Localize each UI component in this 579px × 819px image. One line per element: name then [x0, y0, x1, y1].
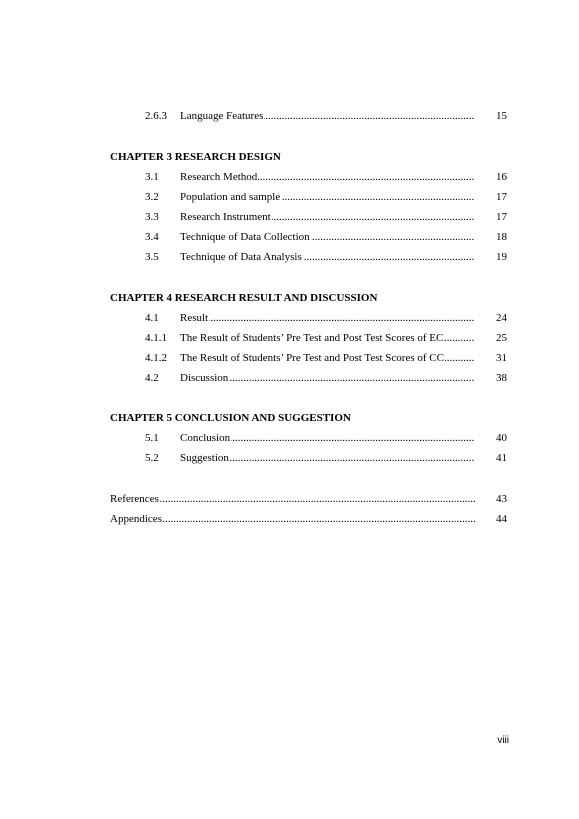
toc-entry-page: 17: [496, 211, 507, 223]
toc-entry-title: Conclusion: [180, 432, 231, 444]
toc-entry-2-6-3: [0, 108, 579, 124]
toc-entry-leader: [180, 169, 475, 185]
toc-entry-number: 5.2: [145, 452, 159, 464]
toc-entry-number: 3.1: [145, 171, 159, 183]
toc-entry-references: [0, 491, 579, 507]
toc-entry-number: 4.1.2: [145, 352, 167, 364]
toc-entry-page: 40: [496, 432, 507, 444]
toc-entry-3-5: [0, 249, 579, 265]
toc-entry-number: 2.6.3: [145, 110, 167, 122]
toc-entry-title: Language Features: [180, 110, 264, 122]
toc-entry-leader: [180, 370, 475, 386]
toc-entry-leader: [180, 249, 475, 265]
toc-entry-leader: [180, 430, 475, 446]
toc-entry-page: 31: [496, 352, 507, 364]
toc-entry-page: 41: [496, 452, 507, 464]
toc-entry-leader: [110, 511, 475, 527]
toc-entry-5-1: [0, 430, 579, 446]
toc-entry-4-1-2: [0, 350, 579, 366]
toc-entry-title: Research Method: [180, 171, 258, 183]
toc-entry-page: 44: [496, 513, 507, 525]
toc-entry-leader: [180, 108, 475, 124]
toc-entry-title: The Result of Students’ Pre Test and Post Test Scores of EC: [180, 332, 444, 344]
toc-entry-page: 43: [496, 493, 507, 505]
toc-entry-title: Technique of Data Collection: [180, 231, 310, 243]
toc-entry-title: Research Instrument: [180, 211, 271, 223]
toc-entry-number: 3.3: [145, 211, 159, 223]
toc-entry-page: 15: [496, 110, 507, 122]
toc-entry-leader: [180, 189, 475, 205]
toc-entry-page: 17: [496, 191, 507, 203]
toc-entry-page: 25: [496, 332, 507, 344]
toc-entry-number: 3.4: [145, 231, 159, 243]
toc-entry-3-1: [0, 169, 579, 185]
toc-entry-title: Result: [180, 312, 209, 324]
toc-entry-appendices: [0, 511, 579, 527]
toc-entry-5-2: [0, 450, 579, 466]
toc-entry-title: Population and sample: [180, 191, 281, 203]
toc-entry-number: 3.5: [145, 251, 159, 263]
toc-entry-leader: [180, 310, 475, 326]
toc-entry-leader: [180, 350, 475, 366]
toc-entry-number: 5.1: [145, 432, 159, 444]
toc-entry-leader: [180, 209, 475, 225]
toc-entry-leader: [110, 491, 475, 507]
chapter-5-heading: CHAPTER 5 CONCLUSION AND SUGGESTION: [110, 412, 351, 424]
toc-entry-leader: [180, 229, 475, 245]
page-number: viii: [497, 735, 509, 746]
toc-entry-4-2: [0, 370, 579, 386]
toc-entry-title: Suggestion: [180, 452, 229, 464]
toc-entry-3-4: [0, 229, 579, 245]
chapter-3-heading: CHAPTER 3 RESEARCH DESIGN: [110, 151, 281, 163]
toc-entry-title: References: [110, 493, 159, 505]
toc-entry-title: Appendices: [110, 513, 162, 525]
toc-entry-page: 18: [496, 231, 507, 243]
toc-entry-3-2: [0, 189, 579, 205]
toc-entry-page: 16: [496, 171, 507, 183]
toc-entry-page: 38: [496, 372, 507, 384]
toc-entry-page: 24: [496, 312, 507, 324]
toc-entry-title: Technique of Data Analysis: [180, 251, 302, 263]
toc-entry-4-1: [0, 310, 579, 326]
toc-entry-3-3: [0, 209, 579, 225]
toc-entry-leader: [180, 450, 475, 466]
toc-entry-4-1-1: [0, 330, 579, 346]
toc-entry-number: 3.2: [145, 191, 159, 203]
toc-entry-number: 4.1.1: [145, 332, 167, 344]
toc-entry-number: 4.2: [145, 372, 159, 384]
chapter-4-heading: CHAPTER 4 RESEARCH RESULT AND DISCUSSION: [110, 292, 378, 304]
toc-entry-number: 4.1: [145, 312, 159, 324]
toc-entry-title: The Result of Students’ Pre Test and Post Test Scores of CC: [180, 352, 444, 364]
toc-entry-page: 19: [496, 251, 507, 263]
toc-entry-leader: [180, 330, 475, 346]
toc-entry-title: Discussion: [180, 372, 229, 384]
